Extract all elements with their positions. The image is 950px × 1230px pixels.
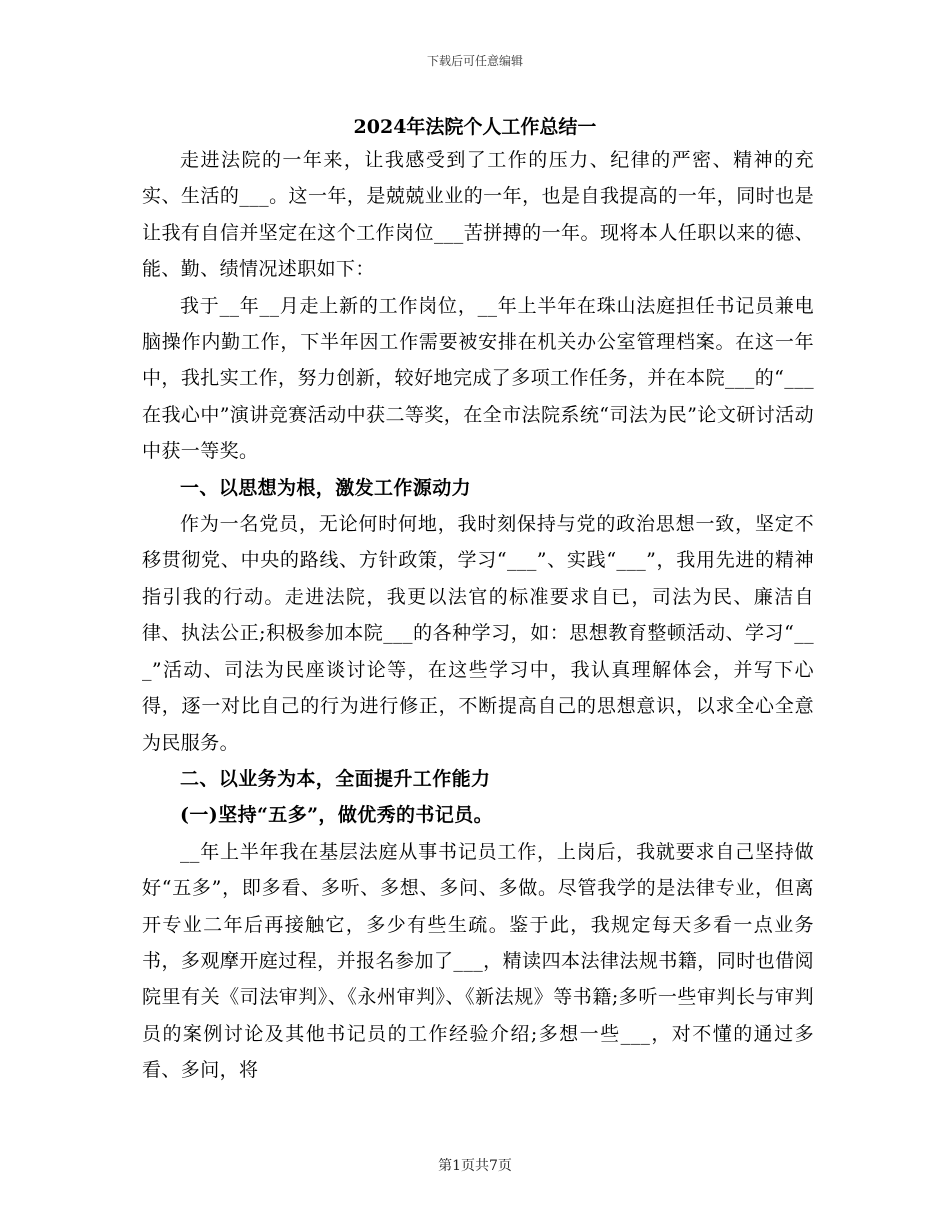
header-note: 下载后可任意编辑 [426, 54, 523, 68]
section-heading-2: 二、以业务为本，全面提升工作能力 [180, 767, 491, 790]
subsection-heading-1: (一)坚持“五多”，做优秀的书记员。 [180, 804, 494, 827]
paragraph-ideology: 作为一名党员，无论何时何地，我时刻保持与党的政治思想一致，坚定不移贯彻党、中央的路线、方针政策，学习“___”、实践“___”，我用先进的精神指引我的行动。走进法院，我更以法官的标准要求自已，司法为民、廉洁自律、执法公正;积极参加本院___的各种学习，如：思想教育整顿活动、学习“___”活动、司法为民座谈讨论等，在这些学习中，我认真理解体会，并写下心得，逐一对比自己的行为进行修正，不断提高自己的思想意识，以求全心全意为民服务。 [142, 513, 814, 754]
paragraph-intro: 走进法院的一年来，让我感受到了工作的压力、纪律的严密、精神的充实、生活的___。这一年，是兢兢业业的一年，也是自我提高的一年，同时也是让我有自信并坚定在这个工作岗位___苦拼搏的一年。现将本人任职以来的德、能、勤、绩情况述职如下： [142, 149, 814, 281]
document-title: 2024年法院个人工作总结一 [353, 116, 597, 138]
document-body [142, 142, 814, 1089]
paragraph-clerk: __年上半年我在基层法庭从事书记员工作，上岗后，我就要求自己坚持做好“五多”，即多看、多听、多想、多问、多做。尽管我学的是法律专业，但离开专业二年后再接触它，多少有些生疏。鉴于此，我规定每天多看一点业务书，多观摩开庭过程，并报名参加了___，精读四本法律法规书籍，同时也借阅院里有关《司法审判》、《永州审判》、《新法规》等书籍;多听一些审判长与审判员的案例讨论及其他书记员的工作经验介绍;多想一些___，对不懂的通过多看、多问，将 [142, 840, 814, 1082]
page-number: 第1页共7页 [438, 1158, 512, 1174]
paragraph-position: 我于__年__月走上新的工作岗位，__年上半年在珠山法庭担任书记员兼电脑操作内勤工作，下半年因工作需要被安排在机关办公室管理档案。在这一年中，我扎实工作，努力创新，较好地完成了多项工作任务，并在本院___的“___在我心中”演讲竞赛活动中获二等奖，在全市法院系统“司法为民”论文研讨活动中获一等奖。 [142, 294, 814, 463]
section-heading-1: 一、以思想为根，激发工作源动力 [180, 476, 472, 499]
